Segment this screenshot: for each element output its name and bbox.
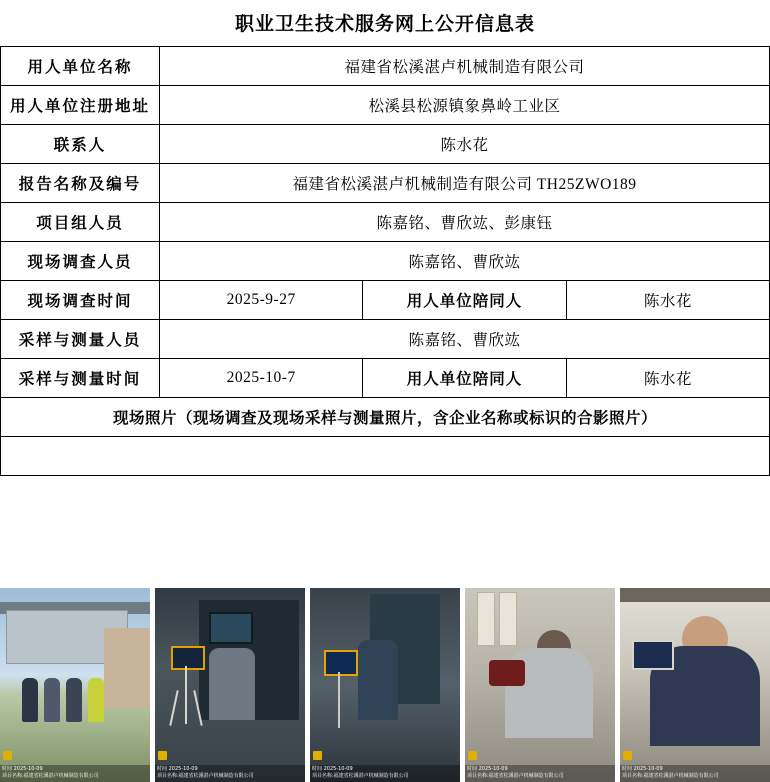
photo-caption-project: 项目名称:福建省松溪湛卢机械制造有限公司	[622, 773, 719, 779]
row-value-survey-companion: 陈水花	[566, 281, 769, 320]
table-row	[1, 437, 770, 476]
row-label-sampling-time: 采样与测量时间	[1, 359, 160, 398]
photo-caption-time: 时间 2025-10-09	[312, 766, 353, 772]
photo-caption	[620, 765, 770, 782]
photo-section-body	[1, 437, 770, 476]
machine-screen-shape	[209, 612, 253, 644]
row-label-survey-time: 现场调查时间	[1, 281, 160, 320]
photo-group-outdoor[interactable]	[0, 588, 150, 782]
wall-banner-shape	[499, 592, 517, 646]
row-label-survey-companion: 用人单位陪同人	[363, 281, 566, 320]
photo-personal-sampler[interactable]	[465, 588, 615, 782]
photo-caption	[465, 765, 615, 782]
ceiling-beam-shape	[620, 588, 770, 602]
photo-worker-instrument[interactable]	[620, 588, 770, 782]
row-label-report-name-number: 报告名称及编号	[1, 164, 160, 203]
row-label-employer-name: 用人单位名称	[1, 47, 160, 86]
row-value-employer-name: 福建省松溪湛卢机械制造有限公司	[160, 47, 770, 86]
tripod-leg	[185, 666, 187, 724]
information-table	[0, 46, 770, 476]
photo-caption-project: 项目名称:福建省松溪湛卢机械制造有限公司	[467, 773, 564, 779]
photo-caption-project: 项目名称:福建省松溪湛卢机械制造有限公司	[312, 773, 409, 779]
row-label-contact-person: 联系人	[1, 125, 160, 164]
row-value-survey-time: 2025-9-27	[160, 281, 363, 320]
photo-caption-project: 项目名称:福建省松溪湛卢机械制造有限公司	[2, 773, 99, 779]
photo-caption-time: 时间 2025-10-09	[467, 766, 508, 772]
row-value-sampling-time: 2025-10-7	[160, 359, 363, 398]
row-label-sampling-staff: 采样与测量人员	[1, 320, 160, 359]
row-value-survey-staff: 陈嘉铭、曹欣竑	[160, 242, 770, 281]
table-row	[1, 47, 770, 86]
page-title: 职业卫生技术服务网上公开信息表	[234, 13, 535, 35]
photo-watermark-icon	[623, 751, 632, 760]
instrument-shape	[324, 650, 358, 676]
worker-shape	[209, 648, 255, 720]
row-label-survey-staff: 现场调查人员	[1, 242, 160, 281]
row-label-project-team: 项目组人员	[1, 203, 160, 242]
instrument-shape	[489, 660, 525, 686]
row-value-report-name-number: 福建省松溪湛卢机械制造有限公司 TH25ZWO189	[160, 164, 770, 203]
table-row	[1, 203, 770, 242]
tripod-shape	[167, 646, 207, 726]
row-value-contact-person: 陈水花	[160, 125, 770, 164]
table-row	[1, 359, 770, 398]
instrument-shape	[171, 646, 205, 670]
photo-caption	[155, 765, 305, 782]
table-row	[1, 125, 770, 164]
person-shape	[44, 678, 60, 722]
photo-watermark-icon	[3, 751, 12, 760]
wall-banner-shape	[477, 592, 495, 646]
photo-caption-project: 项目名称:福建省松溪湛卢机械制造有限公司	[157, 773, 254, 779]
photo-watermark-icon	[468, 751, 477, 760]
wall-shape	[104, 628, 150, 708]
table-row	[1, 398, 770, 437]
people-group	[18, 674, 108, 722]
photo-dust-sampling[interactable]	[310, 588, 460, 782]
row-label-sampling-companion: 用人单位陪同人	[363, 359, 566, 398]
row-value-registered-address: 松溪县松源镇象鼻岭工业区	[160, 86, 770, 125]
photo-caption	[310, 765, 460, 782]
photo-section-header: 现场照片（现场调查及现场采样与测量照片，含企业名称或标识的合影照片）	[1, 398, 770, 437]
table-row	[1, 320, 770, 359]
table-row	[1, 242, 770, 281]
table-row	[1, 281, 770, 320]
worker-shape	[358, 640, 398, 720]
tripod-leg	[169, 690, 178, 726]
row-value-project-team: 陈嘉铭、曹欣竑、彭康钰	[160, 203, 770, 242]
row-value-sampling-companion: 陈水花	[566, 359, 769, 398]
instrument-shape	[632, 640, 674, 670]
tripod-leg	[193, 690, 202, 726]
person-shape	[22, 678, 38, 722]
photo-caption-time: 时间 2025-10-09	[2, 766, 43, 772]
table-row	[1, 86, 770, 125]
photo-noise-measurement[interactable]	[155, 588, 305, 782]
photo-caption-time: 时间 2025-10-09	[622, 766, 663, 772]
person-shape	[88, 678, 104, 722]
table-row	[1, 164, 770, 203]
photo-strip	[0, 588, 770, 782]
photo-caption	[0, 765, 150, 782]
photo-caption-time: 时间 2025-10-09	[157, 766, 198, 772]
row-value-sampling-staff: 陈嘉铭、曹欣竑	[160, 320, 770, 359]
photo-watermark-icon	[158, 751, 167, 760]
photo-watermark-icon	[313, 751, 322, 760]
tripod-leg	[338, 672, 340, 728]
row-label-registered-address: 用人单位注册地址	[1, 86, 160, 125]
person-shape	[66, 678, 82, 722]
